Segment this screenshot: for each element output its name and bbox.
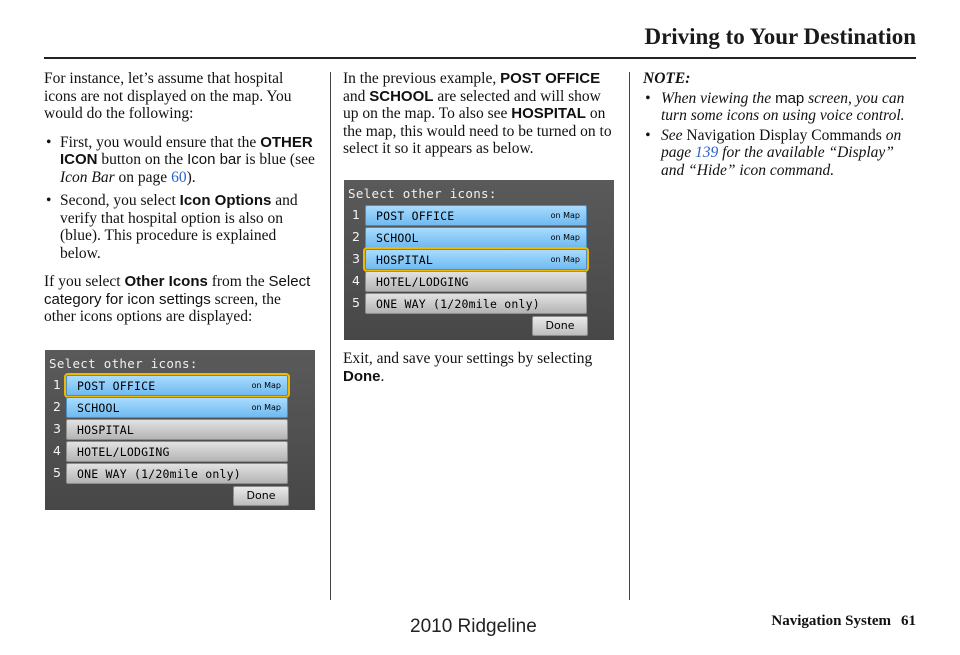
list-item: • See Navigation Display Commands on page 139 for the available “Display” and “Hide” icon command. xyxy=(643,127,915,180)
menu-row-one-way[interactable]: 5 ONE WAY (1/20mile only) xyxy=(344,293,614,314)
other-icons-term: Other Icons xyxy=(124,273,208,290)
menu-bar[interactable]: HOSPITAL xyxy=(66,419,288,440)
page-link-139[interactable]: 139 xyxy=(695,144,719,161)
other-icon-term: OTHER ICON xyxy=(60,133,313,168)
map-term: map xyxy=(775,89,805,107)
icon-bar-term: Icon bar xyxy=(187,151,242,168)
menu-row-hotel[interactable]: 4 HOTEL/LODGING xyxy=(45,441,315,462)
nav-screen-after xyxy=(344,180,614,340)
done-term: Done xyxy=(343,367,381,385)
menu-bar[interactable]: SCHOOL on Map xyxy=(66,397,288,418)
column-divider xyxy=(629,72,630,600)
steps-list xyxy=(44,134,316,263)
menu-bar[interactable]: HOTEL/LODGING xyxy=(66,441,288,462)
hospital-term: HOSPITAL xyxy=(511,105,586,122)
menu-bar[interactable]: ONE WAY (1/20mile only) xyxy=(66,463,288,484)
paragraph: If you select Other Icons from the Select category for icon settings screen, the other icons options are displayed: xyxy=(44,273,311,325)
menu-bar[interactable]: SCHOOL on Map xyxy=(365,227,587,248)
page-number: 61 xyxy=(901,613,916,629)
select-category-term: Select category for icon settings xyxy=(44,273,311,308)
note-heading: NOTE: xyxy=(643,70,691,87)
done-button[interactable]: Done xyxy=(233,486,289,506)
menu-bar[interactable]: HOSPITAL on Map xyxy=(365,249,587,270)
school-term: SCHOOL xyxy=(369,87,434,105)
nav-screen-before xyxy=(45,350,315,510)
menu-row-hospital[interactable]: 3 HOSPITAL xyxy=(45,419,315,440)
done-button[interactable]: Done xyxy=(532,316,588,336)
column-left xyxy=(44,70,316,337)
icon-options-term: Icon Options xyxy=(179,192,272,209)
menu-bar[interactable]: HOTEL/LODGING xyxy=(365,271,587,292)
column-divider xyxy=(330,72,331,600)
menu-bar[interactable]: POST OFFICE on Map xyxy=(365,205,587,226)
screen-title: Select other icons: xyxy=(49,356,198,371)
menu-row-hospital[interactable]: 3 HOSPITAL on Map xyxy=(344,249,614,270)
watermark: 2010 Ridgeline xyxy=(410,616,537,637)
menu-row-school[interactable]: 2 SCHOOL on Map xyxy=(344,227,614,248)
page-title: Driving to Your Destination xyxy=(644,24,916,49)
paragraph: Exit, and save your settings by selecting Done. xyxy=(343,350,593,385)
list-item: • First, you would ensure that the OTHER ICON button on the Icon bar is blue (see Icon Bar on page 60). xyxy=(44,134,316,187)
page-link-60[interactable]: 60 xyxy=(171,168,187,186)
column-middle-bottom xyxy=(343,350,615,396)
menu-row-one-way[interactable]: 5 ONE WAY (1/20mile only) xyxy=(45,463,315,484)
column-middle xyxy=(343,70,615,169)
note-list xyxy=(643,90,915,180)
column-right xyxy=(643,70,915,190)
list-item: • Second, you select Icon Options and verify that hospital option is also on (blue). This procedure is explained below. xyxy=(44,192,316,262)
screen-title: Select other icons: xyxy=(348,186,497,201)
menu-bar[interactable]: POST OFFICE on Map xyxy=(66,375,288,396)
menu-row-school[interactable]: 2 SCHOOL on Map xyxy=(45,397,315,418)
page-footer: Navigation System 61 xyxy=(771,613,916,629)
menu-row-post-office[interactable]: 1 POST OFFICE on Map xyxy=(45,375,315,396)
list-item: • When viewing the map screen, you can turn some icons on using voice control. xyxy=(643,90,915,125)
menu-bar[interactable]: ONE WAY (1/20mile only) xyxy=(365,293,587,314)
menu-row-hotel[interactable]: 4 HOTEL/LODGING xyxy=(344,271,614,292)
header-rule xyxy=(44,57,916,59)
intro-paragraph: For instance, let’s assume that hospital icons are not displayed on the map. You would do the following: xyxy=(44,70,292,122)
paragraph: In the previous example, POST OFFICE and SCHOOL are selected and will show up on the map. To also see HOSPITAL on the map, this would need to be turned on to select it so it appears as below. xyxy=(343,70,612,157)
menu-row-post-office[interactable]: 1 POST OFFICE on Map xyxy=(344,205,614,226)
post-office-term: POST OFFICE xyxy=(500,70,601,87)
